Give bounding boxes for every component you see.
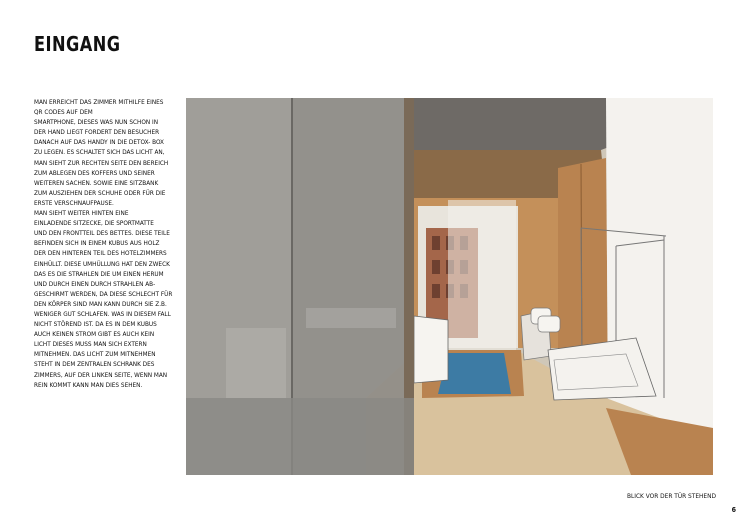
paragraph-line: EINHÜLLT. DIESE UMHÜLLUNG HAT DEN ZWECK xyxy=(34,259,170,268)
paragraph-line: ZIMMERS, AUF DER LINKEN SEITE, WENN MAN xyxy=(34,370,168,379)
paragraph-line: REIN KOMMT KANN MAN DIES SEHEN. xyxy=(34,380,143,389)
paragraph-line: ZU LEGEN. ES SCHALTET SICH DAS LICHT AN, xyxy=(34,148,165,157)
paragraph-line: DANACH AUF DAS HANDY IN DIE DETOX- BOX xyxy=(34,138,164,147)
paragraph-line: MITNEHMEN. DAS LICHT ZUM MITNEHMEN xyxy=(34,350,156,359)
page-number: 6 xyxy=(731,506,736,514)
paragraph-line: STEHT IN DEM ZENTRALEN SCHRANK DES xyxy=(34,360,155,369)
paragraph-line: WEITEREN SACHEN. SOWIE EINE SITZBANK xyxy=(34,178,159,187)
paragraph-line: DER HAND LIEGT FORDERT DEN BESUCHER xyxy=(34,128,160,137)
paragraph-line: MAN ERREICHT DAS ZIMMER MITHILFE EINES xyxy=(34,98,164,106)
page-title: EINGANG xyxy=(34,32,121,56)
paragraph-line: ZUM AUSZIEHEN DER SCHUHE ODER FÜR DIE xyxy=(34,188,166,197)
paragraph-line: MAN SIEHT WEITER HINTEN EINE xyxy=(34,209,129,218)
paragraph-line: UND DURCH EINEN DURCH STRAHLEN AB- xyxy=(34,279,156,288)
paragraph-line: BEFINDEN SICH IN EINEM KUBUS AUS HOLZ xyxy=(34,239,160,248)
paragraph-line: UND DEN FRONTTEIL DES BETTES. DIESE TEILE xyxy=(34,229,170,238)
paragraph-line: DER DEN HINTEREN TEIL DES HOTELZIMMERS xyxy=(34,249,167,258)
paragraph-line: DEN KÖRPER SIND MAN KANN DURCH SIE Z.B. xyxy=(34,299,167,308)
paragraph-line: AUCH KEINEN STROM GIBT ES AUCH KEIN xyxy=(34,330,155,339)
paragraph-line: LICHT DIESES MUSS MAN SICH EXTERN xyxy=(34,340,147,349)
image-caption: BLICK VOR DER TÜR STEHEND xyxy=(626,492,716,500)
paragraph-line: MAN SIEHT ZUR RECHTEN SEITE DEN BEREICH xyxy=(34,158,169,167)
paragraph-line: GESCHIRMT WERDEN, DA DIESE SCHLECHT FÜR xyxy=(34,289,173,298)
body-paragraph xyxy=(34,97,184,390)
paragraph-line: NICHT STÖREND IST. DA ES IN DEM KUBUS xyxy=(34,320,157,329)
paragraph-line: EINLADENDE SITZECKE, DIE SPORTMATTE xyxy=(34,219,154,228)
room-rendering-image xyxy=(186,98,713,475)
paragraph-line: QR CODES AUF DEM xyxy=(34,108,93,117)
paragraph-line: SMARTPHONE, DIESES WAS NUN SCHON IN xyxy=(34,118,159,127)
paragraph-line: ERSTE VERSCHNAUFPAUSE. xyxy=(34,198,114,207)
paragraph-line: WENIGER GUT SCHLAFEN. WAS IN DIESEM FALL xyxy=(34,309,171,318)
paragraph-line: DAS ES DIE STRAHLEN DIE UM EINEN HERUM xyxy=(34,269,164,278)
paragraph-line: ZUM ABLEGEN DES KOFFERS UND SEINER xyxy=(34,168,155,177)
